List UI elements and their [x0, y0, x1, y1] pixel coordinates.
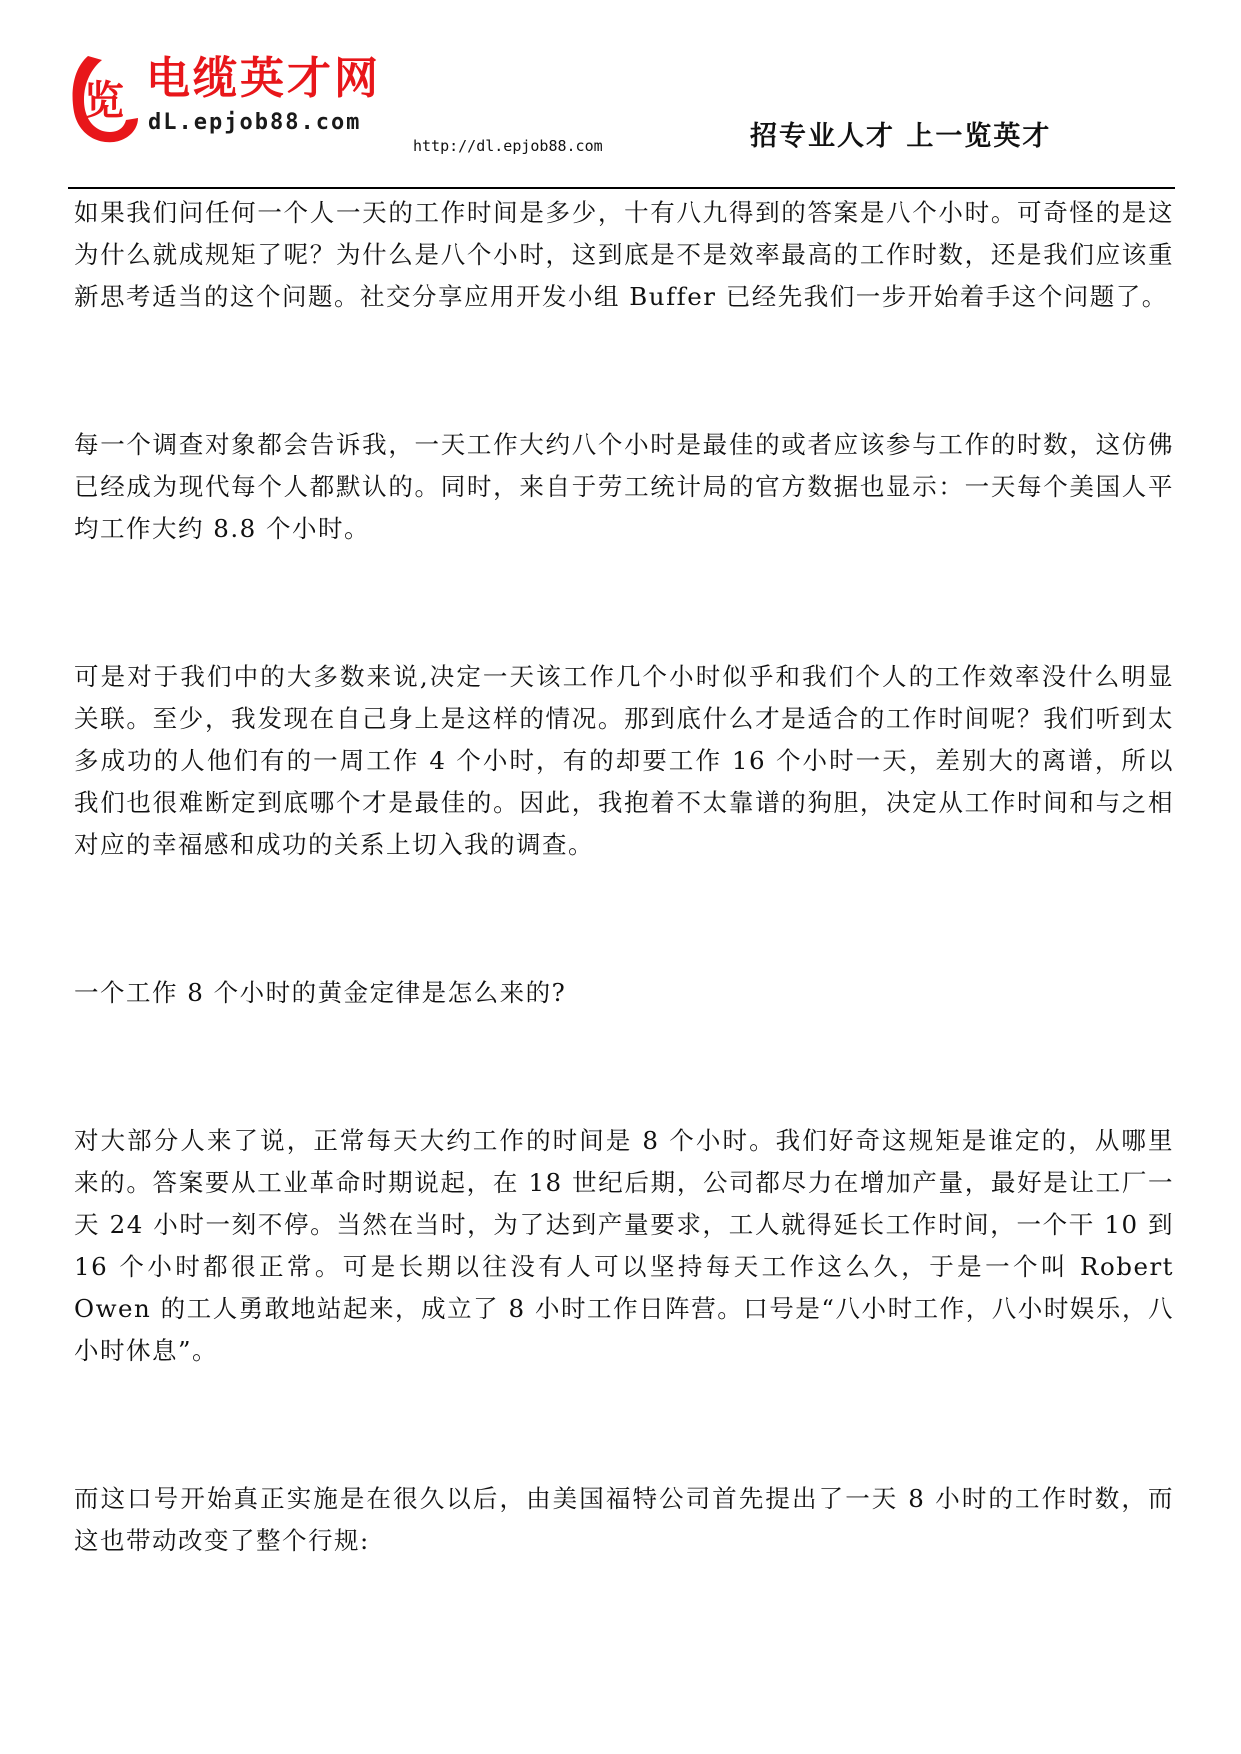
paragraph-survey: 每一个调查对象都会告诉我，一天工作大约八个小时是最佳的或者应该参与工作的时数，这仿佛已经成为现代每个人都默认的。同时，来自于劳工统计局的官方数据也显示：一天每个美国人平均工作大约 8.8 个小时。 [74, 430, 1174, 543]
header-slogan: 招专业人才 上一览英才 [750, 121, 1052, 152]
site-url-link[interactable]: http://dl.epjob88.com [413, 137, 603, 155]
header-divider [68, 187, 1175, 189]
logo-mark-icon [68, 48, 140, 146]
logo-mark-glyph: 览 [84, 78, 124, 124]
paragraph-gap [74, 550, 1174, 656]
paragraph-gap [74, 1014, 1174, 1120]
paragraph-gap [74, 1372, 1174, 1478]
site-logo[interactable] [68, 48, 398, 148]
paragraph-intro: 如果我们问任何一个人一天的工作时间是多少，十有八九得到的答案是八个小时。可奇怪的是这为什么就成规矩了呢？为什么是八个小时，这到底是不是效率最高的工作时数，还是我们应该重新思考适当的这个问题。社交分享应用开发小组 Buffer 已经先我们一步开始着手这个问题了。 [74, 198, 1174, 311]
logo-text: 电缆英才网 [146, 53, 381, 104]
paragraph-gap [74, 866, 1174, 972]
section-heading: 一个工作 8 个小时的黄金定律是怎么来的? [74, 978, 567, 1007]
paragraph-history: 对大部分人来了说，正常每天大约工作的时间是 8 个小时。我们好奇这规矩是谁定的，从哪里来的。答案要从工业革命时期说起，在 18 世纪后期，公司都尽力在增加产量，最好是让工厂一天 24 小时一刻不停。当然在当时，为了达到产量要求，工人就得延长工作时间，一个干 10 到 16 个小时都很正常。可是长期以往没有人可以坚持每天工作这么久，于是一个叫 Robert Owen 的工人勇敢地站起来，成立了 8 小时工作日阵营。口号是“八小时工作，八小时娱乐，八小时休息”。 [74, 1126, 1174, 1365]
paragraph-ford: 而这口号开始真正实施是在很久以后，由美国福特公司首先提出了一天 8 小时的工作时数，而这也带动改变了整个行规: [74, 1484, 1174, 1555]
logo-domain: dL.epjob88.com [148, 110, 362, 135]
paragraph-gap [74, 318, 1174, 424]
article-body [74, 192, 1174, 1562]
page-header [0, 0, 1241, 190]
paragraph-productivity: 可是对于我们中的大多数来说,决定一天该工作几个小时似乎和我们个人的工作效率没什么明显关联。至少，我发现在自己身上是这样的情况。那到底什么才是适合的工作时间呢？我们听到太多成功的人他们有的一周工作 4 个小时，有的却要工作 16 个小时一天，差别大的离谱，所以我们也很难断定到底哪个才是最佳的。因此，我抱着不太靠谱的狗胆，决定从工作时间和与之相对应的幸福感和成功的关系上切入我的调查。 [74, 662, 1174, 859]
